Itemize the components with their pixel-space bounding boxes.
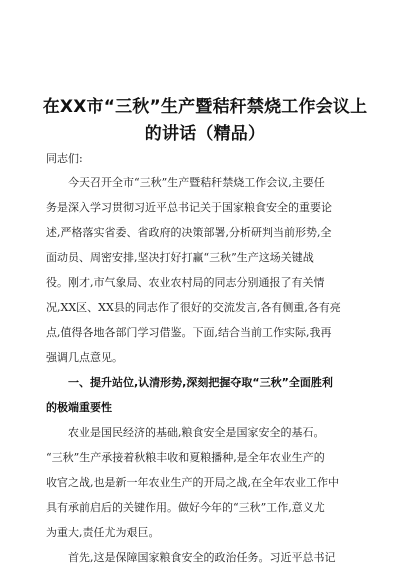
paragraph-line: 具有承前启后的关键作用。做好今年的“三秋”工作,意义尤 bbox=[46, 501, 325, 514]
section-heading-line: 的极端重要性 bbox=[46, 401, 112, 414]
paragraph-line: 为重大,责任尤为艰巨。 bbox=[46, 526, 160, 539]
paragraph-line: “三秋”生产承接着秋粮丰收和夏粮播种,是全年农业生产的 bbox=[46, 451, 325, 464]
document-title-line-2: 的讲话（精品） bbox=[144, 124, 266, 144]
paragraph-line: 今天召开全市“三秋”生产暨秸秆禁烧工作会议,主要任 bbox=[68, 176, 325, 189]
paragraph-line: 况,XX区、XX县的同志作了很好的交流发言,各有侧重,各有亮 bbox=[46, 301, 341, 314]
paragraph-line: 农业是国民经济的基础,粮食安全是国家安全的基石。 bbox=[68, 426, 325, 439]
paragraph-line: 务是深入学习贯彻习近平总书记关于国家粮食安全的重要论 bbox=[46, 201, 332, 214]
paragraph-line: 首先,这是保障国家粮食安全的政治任务。习近平总书记 bbox=[68, 551, 336, 564]
paragraph-line: 点,值得各地各部门学习借鉴。下面,结合当前工作实际,我再 bbox=[46, 326, 332, 339]
paragraph-line: 述,严格落实省委、省政府的决策部署,分析研判当前形势,全 bbox=[46, 226, 332, 239]
document-title-line-1: 在XX市“三秋”生产暨秸秆禁烧工作会议上 bbox=[42, 97, 368, 117]
paragraph-line: 收官之战,也是新一年农业生产的开局之战,在全年农业工作中 bbox=[46, 476, 339, 489]
paragraph-line: 强调几点意见。 bbox=[46, 351, 123, 364]
paragraph-line: 面动员、周密安排,坚决打好打赢“三秋”生产这场关键战 bbox=[46, 251, 314, 264]
paragraph-line: 役。刚才,市气象局、农业农村局的同志分别通报了有关情 bbox=[46, 276, 325, 289]
salutation: 同志们: bbox=[46, 152, 83, 165]
section-heading-line: 一、提升站位,认清形势,深刻把握夺取“三秋”全面胜利 bbox=[68, 376, 333, 389]
